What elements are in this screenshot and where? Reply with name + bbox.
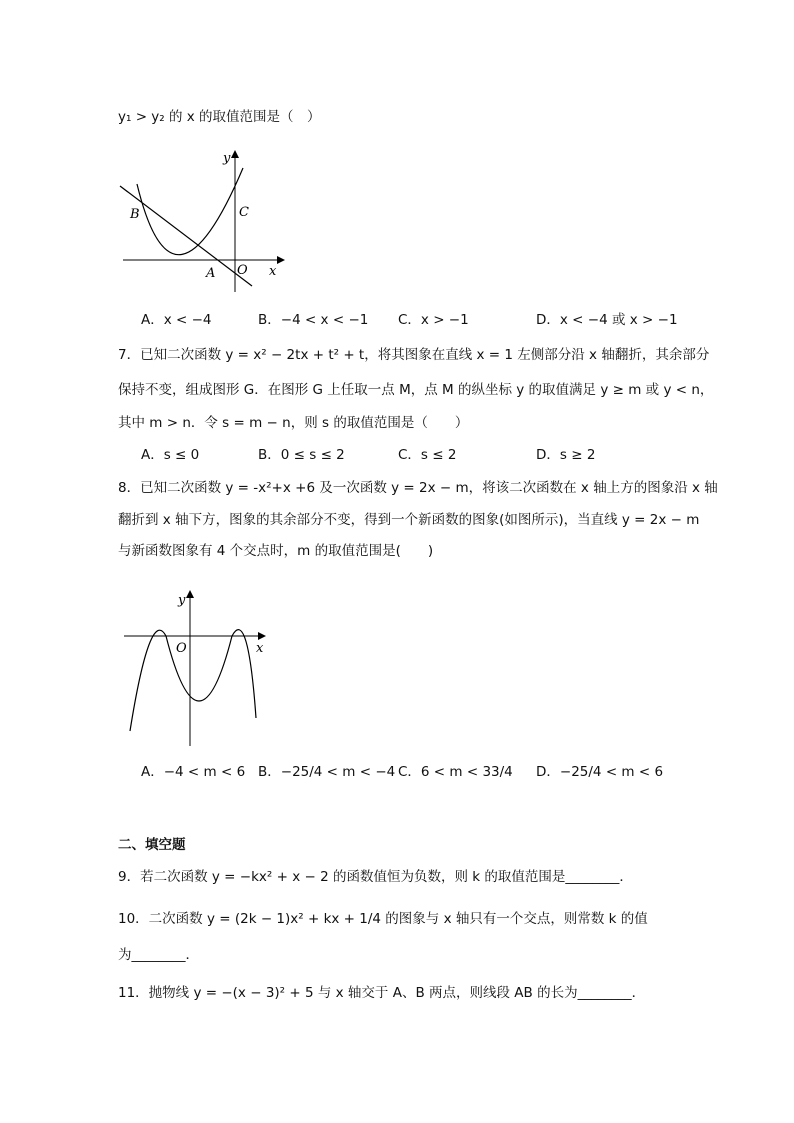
q7-option-a: A．s ≤ 0	[141, 447, 200, 463]
q6-label-A: A	[206, 266, 216, 281]
q10-line1: 10．二次函数 y = (2k − 1)x² + kx + 1/4 的图象与 x 轴只有一个交点，则常数 k 的值	[118, 911, 648, 927]
q8-y-arrow	[186, 590, 194, 598]
q7-option-c: C．s ≤ 2	[398, 447, 457, 463]
q6-option-b: B．−4 < x < −1	[258, 312, 369, 328]
q7-line2: 保持不变，组成图形 G．在图形 G 上任取一点 M，点 M 的纵坐标 y 的取值满足 y ≥ m 或 y < n，	[118, 382, 714, 398]
q8-label-y: y	[178, 593, 186, 608]
q8-line1: 8．已知二次函数 y = -x²+x +6 及一次函数 y = 2x − m，将该二次函数在 x 轴上方的图象沿 x 轴	[118, 480, 718, 496]
q6-option-d: D．x < −4 或 x > −1	[536, 312, 678, 328]
q8-right-branch	[232, 630, 256, 718]
q6-option-c: C．x > −1	[398, 312, 469, 328]
q8-line3: 与新函数图象有 4 个交点时，m 的取值范围是( )	[118, 543, 434, 559]
q7-line3: 其中 m > n．令 s = m − n，则 s 的取值范围是（ ）	[118, 415, 469, 431]
q6-line	[120, 186, 252, 286]
q6-y-arrow	[231, 150, 239, 158]
q6-stem: y₁ > y₂ 的 x 的取值范围是（ ）	[118, 109, 321, 125]
q9-line1: 9．若二次函数 y = −kx² + x − 2 的函数值恒为负数，则 k 的取值范围是________．	[118, 869, 633, 885]
q7-option-d: D．s ≥ 2	[536, 447, 596, 463]
q7-option-b: B．0 ≤ s ≤ 2	[258, 447, 345, 463]
section-title: 二、填空题	[118, 837, 186, 853]
q6-label-C: C	[239, 205, 249, 220]
q8-left-branch	[130, 630, 166, 731]
q6-label-y: y	[223, 151, 231, 166]
q6-option-a: A．x < −4	[141, 312, 212, 328]
q6-label-O: O	[237, 263, 248, 278]
q8-label-x: x	[256, 641, 264, 656]
q6-graph	[115, 148, 285, 298]
q8-option-d: D．−25/4 < m < 6	[536, 764, 664, 780]
q11-line1: 11．抛物线 y = −(x − 3)² + 5 与 x 轴交于 A、B 两点，则线段 AB 的长为________．	[118, 985, 646, 1001]
q10-line2: 为________．	[118, 947, 199, 963]
q8-label-O: O	[176, 641, 187, 656]
q8-line2: 翻折到 x 轴下方，图象的其余部分不变，得到一个新函数的图象(如图所示)，当直线 y = 2x − m	[118, 512, 700, 528]
q8-x-arrow	[258, 632, 266, 640]
q8-option-b: B．−25/4 < m < −4	[258, 764, 396, 780]
q6-label-B: B	[130, 207, 140, 222]
q6-x-arrow	[277, 256, 285, 264]
q8-graph	[120, 586, 270, 750]
q8-option-a: A．−4 < m < 6	[141, 764, 246, 780]
q7-line1: 7．已知二次函数 y = x² − 2tx + t² + t，将其图象在直线 x = 1 左侧部分沿 x 轴翻折，其余部分	[118, 347, 710, 363]
q8-option-c: C．6 < m < 33/4	[398, 764, 513, 780]
q6-label-x: x	[269, 264, 277, 279]
